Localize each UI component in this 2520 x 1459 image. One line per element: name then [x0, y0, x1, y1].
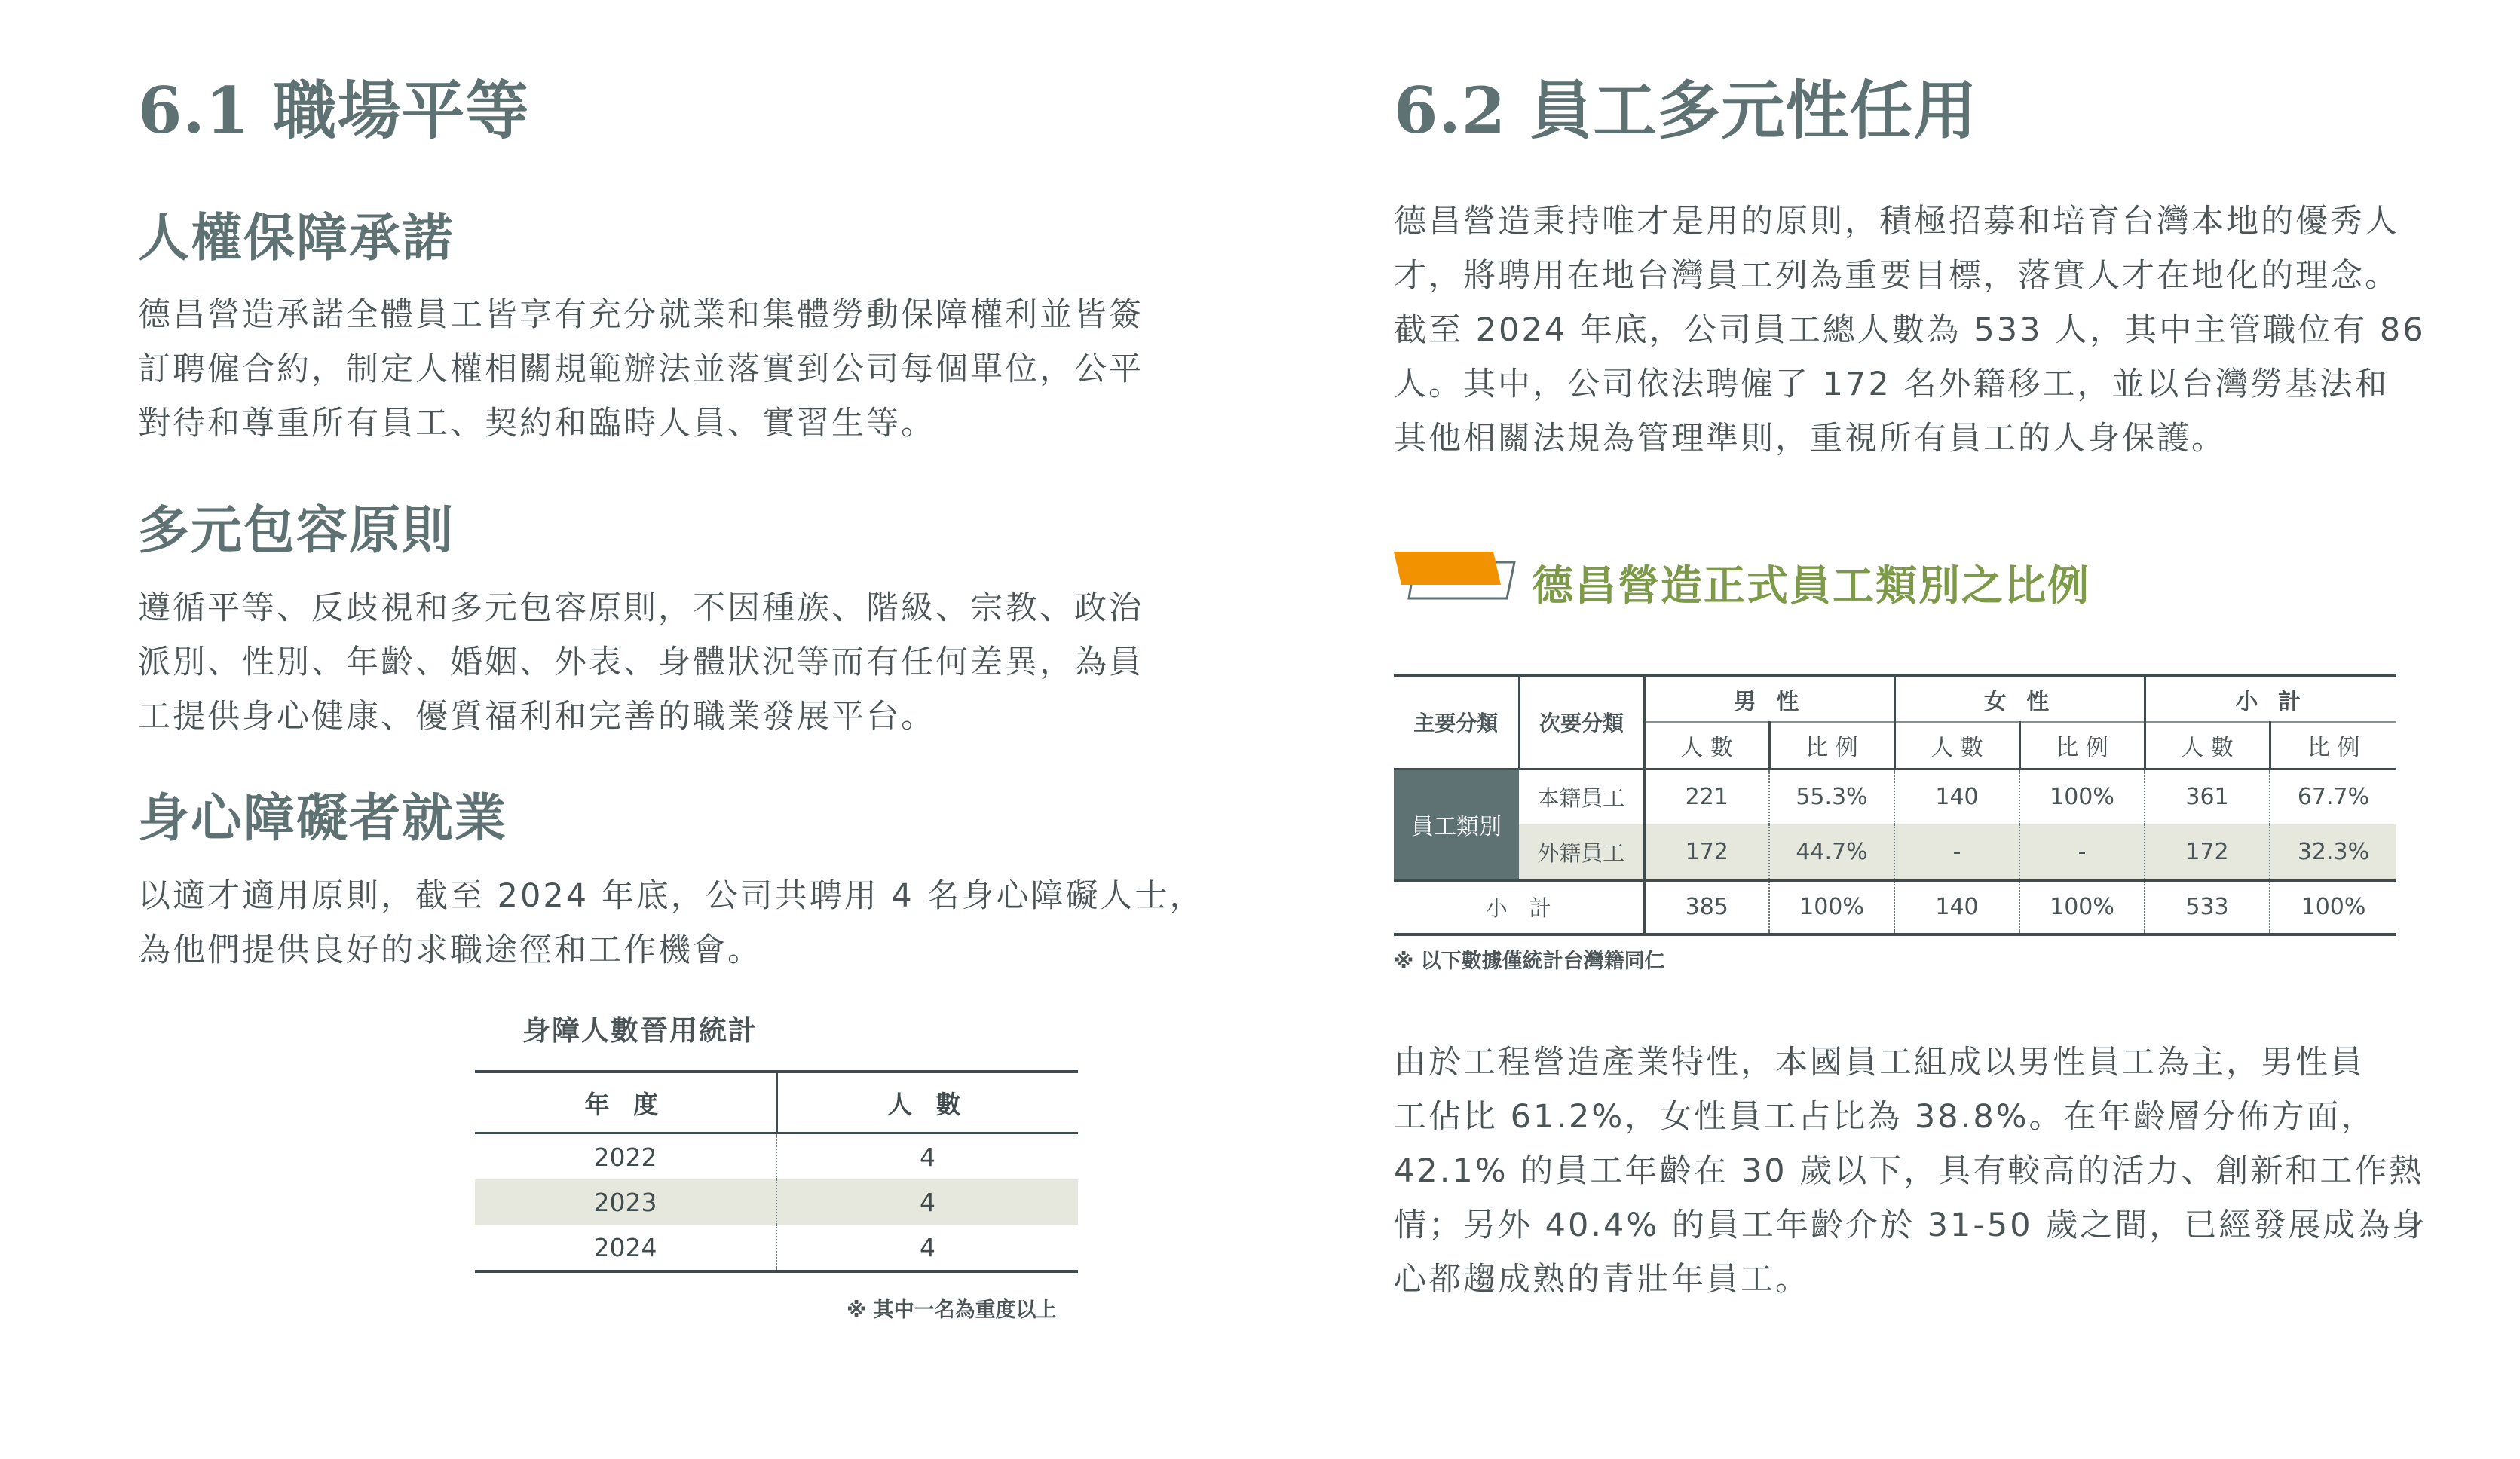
table-row — [475, 1225, 1078, 1270]
cell-year: 2022 — [475, 1134, 777, 1179]
text-line: 德昌營造秉持唯才是用的原則，積極招募和培育台灣本地的優秀人 — [1394, 203, 2399, 240]
text-line: 才，將聘用在地台灣員工列為重要目標，落實人才在地化的理念。 — [1394, 257, 2399, 295]
employee-table-note: ※ 以下數據僅統計台灣籍同仁 — [1394, 950, 1665, 973]
header-ratio: 比 例 — [2019, 722, 2145, 769]
cell-male-ratio: 44.7% — [1769, 824, 1894, 880]
disability-table-title: 身障人數晉用統計 — [522, 1014, 758, 1047]
cell-male-ratio: 55.3% — [1769, 769, 1894, 824]
text-line: 情；另外 40.4% 的員工年齡介於 31-50 歲之間，已經發展成為身 — [1394, 1207, 2427, 1244]
cell-female-count: 140 — [1894, 880, 2019, 934]
employee-category-chart-title: 德昌營造正式員工類別之比例 — [1532, 561, 2091, 610]
cell-total-ratio: 67.7% — [2297, 784, 2370, 811]
cell-count: 4 — [920, 1142, 935, 1172]
cell-female-count: 140 — [1894, 769, 2019, 824]
paragraph-intro — [1394, 194, 2426, 466]
cell-year: 2023 — [475, 1179, 777, 1225]
header-count: 人 數 — [1894, 722, 2019, 769]
header-count: 人 數 — [1644, 722, 1769, 769]
heading-human-rights: 人權保障承諾 — [138, 209, 455, 268]
paragraph-disability-employment — [138, 869, 1204, 977]
table-row — [1394, 824, 2396, 880]
section-title-6-2: 6.2 員工多元性任用 — [1394, 73, 1978, 148]
cell-male-ratio: 100% — [1769, 880, 1894, 934]
header-year: 年 度 — [475, 1073, 778, 1132]
table-row — [475, 1179, 1078, 1225]
subtotal-label: 小 計 — [1394, 880, 1644, 934]
cell-count: 4 — [920, 1232, 935, 1262]
table-subtotal-row — [1394, 880, 2396, 934]
header-subtotal: 小 計 — [2145, 675, 2396, 722]
cell-male-count: 385 — [1644, 880, 1769, 934]
paragraph-human-rights — [138, 288, 1144, 451]
text-line: 工提供身心健康、優質福利和完善的職業發展平台。 — [138, 698, 935, 736]
header-male: 男 性 — [1644, 675, 1894, 722]
paragraph-inclusion — [138, 581, 1144, 744]
text-line: 42.1% 的員工年齡在 30 歲以下，具有較高的活力、創新和工作熱 — [1394, 1152, 2424, 1190]
header-count: 人 數 — [2145, 722, 2270, 769]
text-line: 對待和尊重所有員工、契約和臨時人員、實習生等。 — [138, 405, 935, 442]
table-row — [475, 1134, 1078, 1179]
text-line: 訂聘僱合約，制定人權相關規範辦法並落實到公司每個單位，公平 — [138, 350, 1144, 388]
cell-female-ratio: 100% — [2019, 769, 2145, 824]
employee-category-table — [1394, 674, 2396, 936]
cell-female-ratio: - — [2019, 824, 2145, 880]
cell-female-count: - — [1894, 824, 2019, 880]
cell-total-count: 533 — [2145, 880, 2270, 934]
disability-table — [475, 1070, 1078, 1273]
cell-total-count: 172 — [2145, 824, 2270, 880]
text-line: 其他相關法規為管理準則，重視所有員工的人身保護。 — [1394, 420, 2226, 457]
text-line: 由於工程營造產業特性，本國員工組成以男性員工為主，男性員 — [1394, 1044, 2365, 1081]
text-line: 以適才適用原則，截至 2024 年底，公司共聘用 4 名身心障礙人士， — [138, 877, 1205, 915]
text-line: 遵循平等、反歧視和多元包容原則，不因種族、階級、宗教、政治 — [138, 589, 1144, 627]
cell-total-ratio: 32.3% — [2270, 824, 2396, 880]
text-line: 截至 2024 年底，公司員工總人數為 533 人，其中主管職位有 86 — [1394, 311, 2426, 349]
header-ratio: 比 例 — [2270, 722, 2396, 769]
text-line: 派別、性別、年齡、婚姻、外表、身體狀況等而有任何差異，為員 — [138, 644, 1144, 681]
category-label: 員工類別 — [1394, 769, 1519, 880]
parallelogram-tag-icon — [1394, 546, 1522, 606]
table-header-row — [1394, 675, 2396, 722]
disability-table-note: ※ 其中一名為重度以上 — [847, 1298, 1057, 1322]
cell-year: 2024 — [475, 1225, 777, 1270]
heading-inclusion: 多元包容原則 — [138, 501, 455, 561]
cell-male-count: 221 — [1644, 769, 1769, 824]
header-main-category: 主要分類 — [1394, 675, 1519, 769]
header-count: 人 數 — [887, 1089, 969, 1119]
table-row — [1394, 769, 2396, 824]
cell-male-count: 172 — [1644, 824, 1769, 880]
cell-total-ratio: 100% — [2270, 880, 2396, 934]
section-title-6-1: 6.1 職場平等 — [138, 73, 530, 148]
text-line: 心都趨成熟的青壯年員工。 — [1394, 1261, 1810, 1298]
text-line: 工佔比 61.2%，女性員工占比為 38.8%。在年齡層分佈方面， — [1394, 1098, 2376, 1136]
heading-disability-employment: 身心障礙者就業 — [138, 789, 508, 849]
text-line: 人。其中，公司依法聘僱了 172 名外籍移工，並以台灣勞基法和 — [1394, 366, 2390, 403]
header-sub-category: 次要分類 — [1519, 675, 1644, 769]
text-line: 德昌營造承諾全體員工皆享有充分就業和集體勞動保障權利並皆簽 — [138, 296, 1144, 334]
cell-total-count: 361 — [2145, 769, 2270, 824]
paragraph-outro — [1394, 1035, 2427, 1307]
header-female: 女 性 — [1894, 675, 2145, 722]
cell-count: 4 — [920, 1187, 935, 1217]
table-header-row — [475, 1073, 1078, 1134]
header-ratio: 比 例 — [1769, 722, 1894, 769]
row-label: 本籍員工 — [1519, 769, 1644, 824]
row-label: 外籍員工 — [1519, 824, 1644, 880]
text-line: 為他們提供良好的求職途徑和工作機會。 — [138, 931, 762, 969]
cell-female-ratio: 100% — [2019, 880, 2145, 934]
